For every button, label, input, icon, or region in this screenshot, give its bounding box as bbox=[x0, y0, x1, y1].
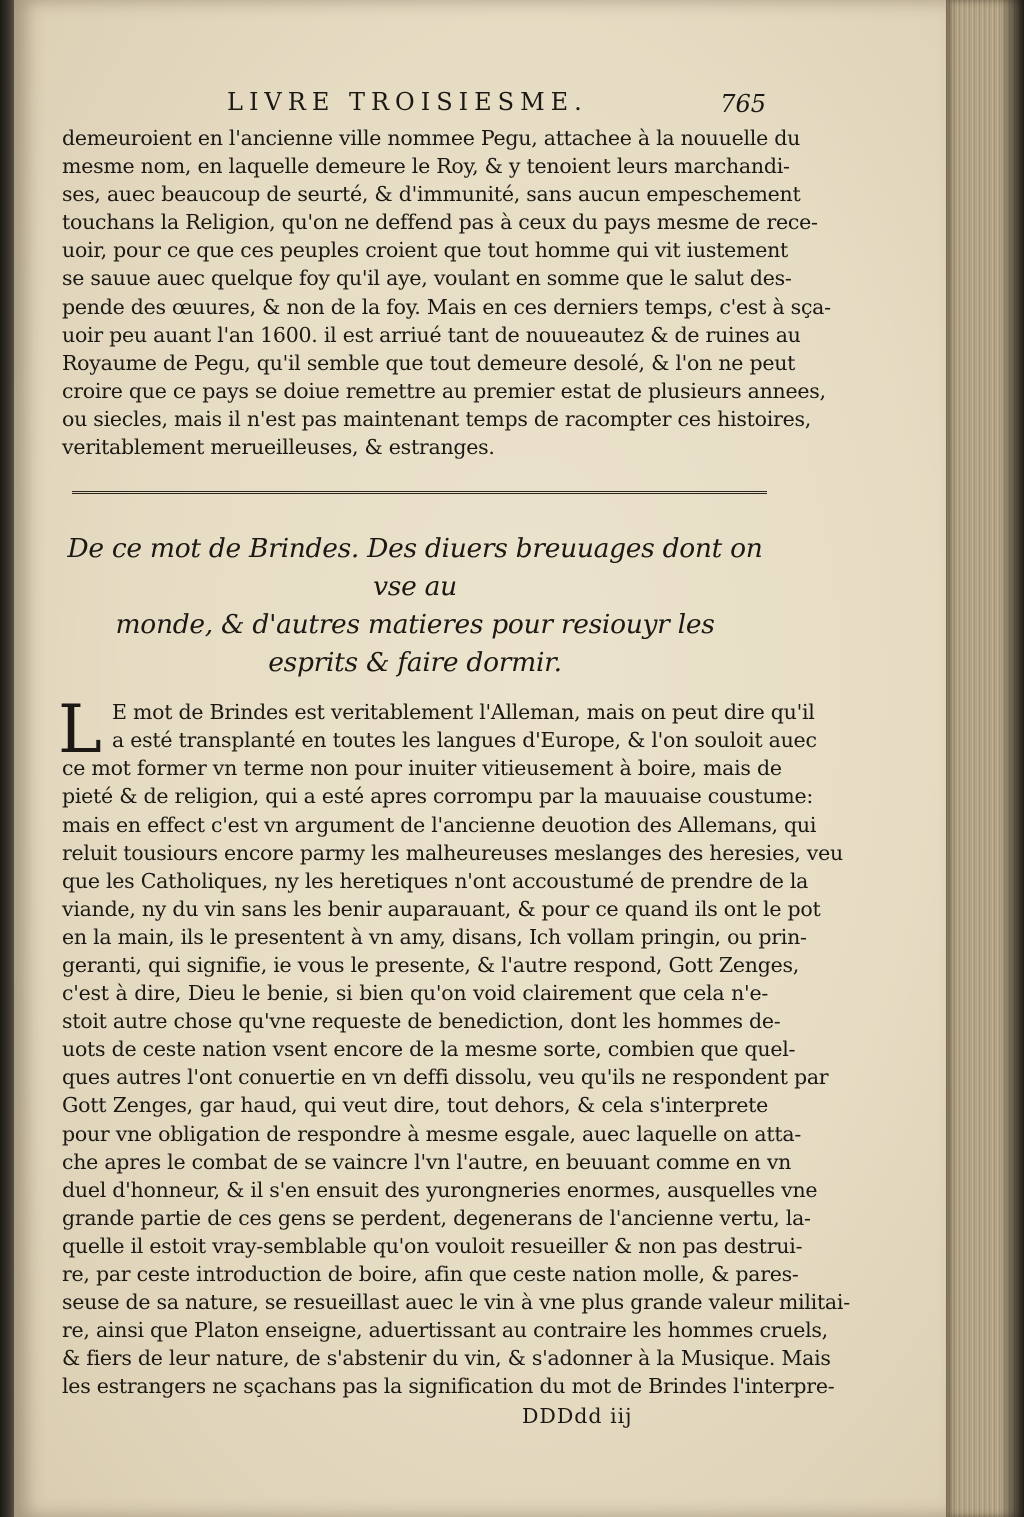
text-line: quelle il estoit vray-semblable qu'on vouloit resueiller & non pas destrui- bbox=[62, 1233, 803, 1258]
heading-line: esprits & faire dormir. bbox=[268, 647, 562, 679]
signature-line bbox=[62, 1404, 768, 1434]
previous-page-edge bbox=[0, 0, 14, 1517]
text-line: pour vne obligation de respondre à mesme esgale, auec laquelle on atta- bbox=[62, 1121, 801, 1146]
text-line: uoir, pour ce que ces peuples croient que tout homme qui vit iustement bbox=[62, 238, 789, 263]
fore-edge-shadow bbox=[1000, 0, 1024, 1517]
text-line: che apres le combat de se vaincre l'vn l'autre, en beuuant comme en vn bbox=[62, 1149, 792, 1174]
text-line: grande partie de ces gens se perdent, degenerans de l'ancienne vertu, la- bbox=[62, 1205, 811, 1230]
text-line: ce mot former vn terme non pour inuiter vitieusement à boire, mais de bbox=[62, 756, 782, 781]
text-line: Royaume de Pegu, qu'il semble que tout demeure desolé, & l'on ne peut bbox=[62, 350, 796, 375]
text-line: re, ainsi que Platon enseigne, aduertissant au contraire les hommes cruels, bbox=[62, 1318, 828, 1343]
signature-mark: DDDdd iij bbox=[522, 1404, 633, 1429]
heading-line: monde, & d'autres matieres pour resiouyr les bbox=[115, 609, 715, 641]
text-line: demeuroient en l'ancienne ville nommee Pegu, attachee à la nouuelle du bbox=[62, 126, 801, 150]
text-line: viande, ny du vin sans les benir auparauant, & pour ce quand ils ont le pot bbox=[62, 896, 821, 921]
text-line: croire que ce pays se doiue remettre au premier estat de plusieurs annees, bbox=[62, 378, 826, 403]
text-line: ses, auec beaucoup de seurté, & d'immunité, sans aucun empeschement bbox=[62, 182, 801, 207]
text-line: uoir peu auant l'an 1600. il est arriué tant de nouueautez & de ruines au bbox=[62, 322, 801, 347]
text-line: les estrangers ne sçachans pas la signification du mot de Brindes l'interpre- bbox=[62, 1374, 835, 1399]
text-line: pieté & de religion, qui a esté apres corrompu par la mauuaise coustume: bbox=[62, 784, 814, 809]
chapter-heading bbox=[62, 530, 768, 682]
text-line: mais en effect c'est vn argument de l'ancienne deuotion des Allemans, qui bbox=[62, 812, 817, 837]
text-line: Gott Zenges, gar haud, qui veut dire, tout dehors, & cela s'interprete bbox=[62, 1093, 768, 1118]
text-line: seuse de sa nature, se resueillast auec le vin à vne plus grande valeur militai- bbox=[62, 1290, 850, 1315]
drop-capital: L bbox=[58, 691, 102, 769]
text-line: que les Catholiques, ny les heretiques n'ont accoustumé de prendre de la bbox=[62, 868, 809, 893]
text-line: & fiers de leur nature, de s'abstenir du vin, & s'adonner à la Musique. Mais bbox=[62, 1346, 831, 1371]
text-line: pende des œuures, & non de la foy. Mais en ces derniers temps, c'est à sça- bbox=[62, 294, 831, 319]
text-line: ou siecles, mais il n'est pas maintenant temps de racompter ces histoires, bbox=[62, 406, 812, 431]
text-line: E mot de Brindes est veritablement l'Alleman, mais on peut dire qu'il bbox=[112, 700, 815, 725]
text-line: mesme nom, en laquelle demeure le Roy, & y tenoient leurs marchandi- bbox=[62, 154, 790, 179]
page-text bbox=[58, 88, 850, 1434]
paragraph-brindes bbox=[58, 691, 850, 1400]
text-line: stoit autre chose qu'vne requeste de benediction, dont les hommes de- bbox=[62, 1009, 781, 1034]
text-line: en la main, ils le presentent à vn amy, disans, Ich vollam pringin, ou prin- bbox=[62, 924, 807, 949]
text-line: ques autres l'ont conuertie en vn deffi dissolu, veu qu'ils ne respondent par bbox=[62, 1065, 829, 1090]
heading-line: De ce mot de Brindes. Des diuers breuuages dont on vse au bbox=[67, 533, 763, 603]
text-line: uots de ceste nation vsent encore de la mesme sorte, combien que quel- bbox=[62, 1037, 796, 1062]
text-line: c'est à dire, Dieu le benie, si bien qu'on void clairement que cela n'e- bbox=[62, 981, 768, 1006]
text-line: touchans la Religion, qu'on ne deffend pas à ceux du pays mesme de rece- bbox=[62, 210, 818, 235]
running-head bbox=[62, 88, 768, 124]
text-line: a esté transplanté en toutes les langues d'Europe, & l'on souloit auec bbox=[112, 728, 817, 753]
paragraph-pegu bbox=[62, 124, 831, 461]
running-title: LIVRE TROISIESME. bbox=[227, 88, 588, 116]
text-line: re, par ceste introduction de boire, afin que ceste nation molle, & pares- bbox=[62, 1262, 799, 1286]
text-line: geranti, qui signifie, ie vous le presente, & l'autre respond, Gott Zenges, bbox=[62, 952, 800, 977]
text-line: veritablement merueilleuses, & estranges. bbox=[62, 435, 495, 460]
text-line: duel d'honneur, & il s'en ensuit des yurongneries enormes, ausquelles vne bbox=[62, 1177, 818, 1202]
text-line: reluit tousiours encore parmy les malheureuses meslanges des heresies, veu bbox=[62, 840, 843, 865]
text-line: se sauue auec quelque foy qu'il aye, voulant en somme que le salut des- bbox=[62, 266, 792, 291]
section-rule bbox=[72, 491, 767, 496]
page-number: 765 bbox=[720, 90, 766, 118]
